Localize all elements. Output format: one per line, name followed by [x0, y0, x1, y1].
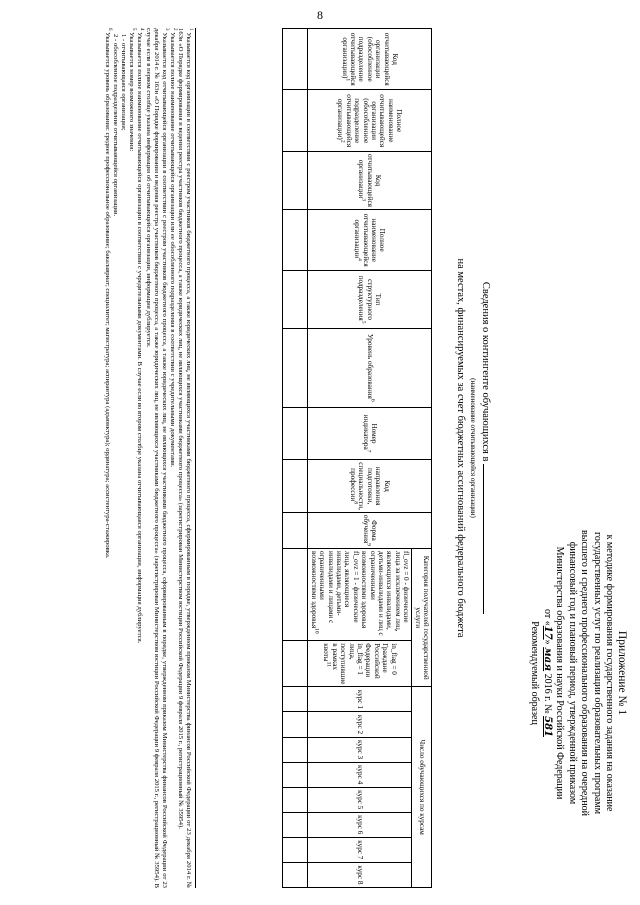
course-1-header: курс 1: [308, 687, 412, 712]
appendix-header: [528, 458, 628, 888]
header-col6: Уровень образования$^6$: [308, 328, 432, 407]
header-col4: Полное наименование отчитывающейся организации$^4$: [308, 209, 432, 270]
date-mid: »: [542, 639, 553, 648]
header-row-1: [412, 29, 432, 888]
appendix-line-1: к методике формирования государственного задания на оказание: [604, 534, 616, 812]
form-title-text: Сведения о контингенте обучающихся в: [480, 281, 491, 462]
footnotes: [103, 28, 196, 888]
contingent-table: [282, 28, 432, 888]
order-number: 581: [542, 716, 553, 737]
header-col5: Тип структурного подразделения$^5$: [308, 271, 432, 328]
course-3-header: курс 3: [308, 737, 412, 762]
footnote-5: $^5$ Указывается номер возможного значения:: [128, 28, 137, 152]
footnote-2: $^2$ Указывается полное наименование отчитывающейся организации или ее обособленного подразделения в соответствии с учредительными документами.: [168, 28, 178, 468]
footnote-5-2: 2 - обособленное подразделение отчитывающейся организации.: [112, 34, 120, 217]
course-7-header: курс 7: [308, 837, 412, 862]
header-col10: Категория получателей государственной услуги: [412, 549, 432, 687]
org-caption: (наименование отчитывающейся организации): [469, 378, 477, 518]
appendix-line-5: Министерства образования и науки Российской Федерации: [554, 546, 566, 800]
footnote-1: $^1$ Указывается код организации в соответствии с реестром участников бюджетного процесса, а также юридических лиц, не являющихся участниками бюджетного процесса, сформированным в порядке, утвержденном приказом Министерства финансов Российской Федерации от 23 декабря 2014 г. № 163н «О Порядке формирования и ведения реестра участников бюджетного процесса, а также юридических лиц, не являющихся участниками бюджетного процесса» (зарегистрирован Министерством юстиции Российской Федерации 9 февраля 2015 г., регистрационный № 35954).: [176, 28, 194, 888]
org-name-blank: [483, 464, 484, 614]
course-6-header: курс 6: [308, 812, 412, 837]
recommended-sample: Рекомендуемый образец: [529, 621, 541, 725]
header-courses: Число обучающихся по курсам: [412, 687, 432, 888]
header-col8: Код направления подготовки, специальности, профессии$^8$: [308, 460, 432, 513]
form-subtitle: на местах, финансируемых за счет бюджетных ассигнований федерального бюджета: [455, 258, 466, 638]
appendix-title: Приложение № 1: [616, 630, 628, 716]
footnote-4: $^4$ Указывается полное наименование отчитывающейся организации в соответствии с учредительными документами. В случае если во втором столбце указана отчитывающаяся организация, информация дублируется.: [136, 28, 145, 644]
course-8-header: курс 8: [308, 862, 412, 887]
table-row: [283, 29, 308, 888]
footnote-3: $^3$ Указывается код отчитывающейся организации в соответствии с реестром участников бюджетного процесса, а также юридических лиц, не являющихся участниками бюджетного процесса, сформированным в порядке, утвержденном приказом Министерства финансов Российской Федерации от 23 декабря 2014 г. № 163н «О Порядке формирования и ведения реестра участников бюджетного процесса, а также юридических лиц, не являющихся участниками бюджетного процесса» (зарегистрирован Министерством юстиции Российской Федерации 9 февраля 2015 г., регистрационный № 35954). В случае если в первом столбце указана информация об отчитывающейся организации, информация дублируется.: [144, 28, 169, 889]
header-col10a: fl_ovz = 0 - физические лица за исключением лиц, являющихся инвалидами, детьми-инвалидами и лиц с ограниченными возможностями здоровья fl_ovz = 1 - физические лица, являющиеся инвалидами, детьми-инвалидами и лицами с ограниченными возможностями здоровья$^{10}$: [308, 549, 412, 641]
header-col1: Код отчитывающейся организации (обособленное подразделение отчитывающейся организации)$^1$: [308, 29, 432, 90]
header-col9: Форма обучения$^9$: [308, 512, 432, 548]
form-title: [479, 248, 492, 648]
appendix-line-2: государственных услуг по реализации образовательных программ: [592, 531, 603, 815]
page-number: 8: [317, 8, 323, 22]
appendix-line-4: финансовый год и плановый период, утвержденной приказом: [567, 541, 578, 805]
date-day: 17: [542, 625, 553, 640]
date-year: 2016 г. №: [542, 671, 553, 717]
course-4-header: курс 4: [308, 762, 412, 787]
appendix-date-line: [541, 458, 554, 888]
header-col2: Полное наименование отчитывающейся организации (обособленное подразделение отчитывающейся организации)$^2$: [308, 90, 432, 151]
rotated-document: [7, 18, 632, 903]
date-month: мая: [542, 647, 553, 672]
header-col3: Код отчитывающейся организации$^3$: [308, 151, 432, 209]
footnote-6: $^6$ Указывается уровень образования: среднее профессиональное образование; бакалавриат; специалитет; магистратура; аспирантура (адъюнктура); ординатура; ассистентура-стажировка.: [104, 28, 113, 559]
course-2-header: курс 2: [308, 712, 412, 737]
date-prefix: от «: [542, 608, 553, 626]
appendix-line-3: высшего и среднего профессионального образования на очередной: [579, 530, 591, 816]
header-col10b: in_flag = 0 Граждане Российской Федерации in_flag = 1 лица, поступившие в рамках квоты$^{11}$: [308, 641, 412, 687]
footnote-5-1: 1 - отчитывающаяся организация;: [120, 34, 128, 131]
header-col7: Номер индикатора$^7$: [308, 407, 432, 460]
form-title-block: [454, 248, 492, 648]
course-5-header: курс 5: [308, 787, 412, 812]
